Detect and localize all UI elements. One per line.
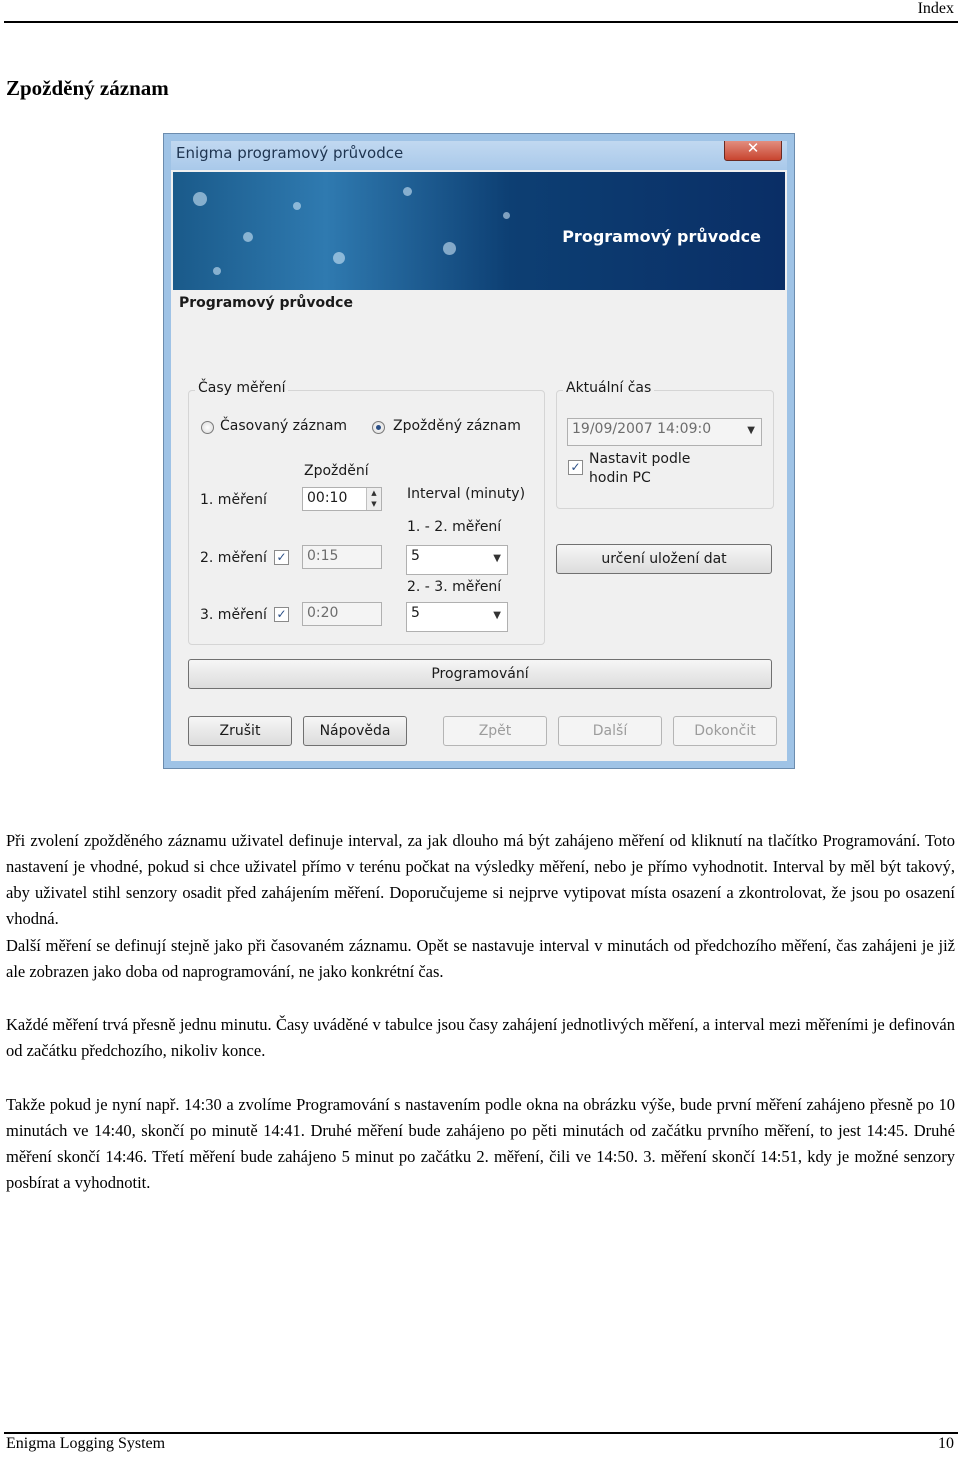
- radio-casovany[interactable]: [201, 421, 214, 434]
- radio-zpozdeny-label: Zpožděný záznam: [393, 418, 521, 434]
- interval-12-value: 5: [411, 548, 420, 564]
- spinner-icon[interactable]: ▲ ▼: [366, 488, 381, 510]
- dialog-body: [173, 290, 785, 759]
- programming-button[interactable]: Programování: [188, 659, 772, 689]
- wizard-heading: Programový průvodce: [179, 295, 353, 311]
- header-index-label: Index: [917, 0, 954, 17]
- radio-casovany-label: Časovaný záznam: [220, 418, 348, 434]
- close-icon[interactable]: ✕: [724, 137, 782, 161]
- mereni-3-label: 3. měření: [200, 607, 267, 623]
- header-rule: [4, 21, 958, 23]
- mereni-1-label: 1. měření: [200, 492, 267, 508]
- dialog-titlebar: [164, 134, 794, 170]
- bubble-decoration: [403, 187, 412, 196]
- footer-rule: [4, 1432, 958, 1434]
- paragraph-4: Takže pokud je nyní např. 14:30 a zvolíme Programování s nastavením podle okna na obrázku výše, bude první měření zahájeno přesně po 10 minutách ve 14:40, skončí po minutě 14:41. Druhé měření bude zahájeno po pěti minutách od začátku prvního měření, to jest 14:45. Druhé měření skončí 14:46. Třetí měření bude zahájeno 5 minut po začátku 2. měření, čili ve 14:50. 3. měření skončí 14:51, kdy je možné senzory posbírat a vyhodnotit.: [6, 1095, 955, 1192]
- groupbox-casy-mereni: [188, 380, 545, 645]
- mereni-3-value: 0:20: [307, 605, 339, 621]
- bubble-decoration: [333, 252, 345, 264]
- mereni-3-field[interactable]: [302, 602, 382, 626]
- sync-pc-clock-label-2: hodin PC: [589, 470, 651, 486]
- sync-pc-clock-checkbox[interactable]: ✓: [568, 460, 583, 475]
- paragraph-2: Další měření se definují stejně jako při časovaném záznamu. Opět se nastavuje interval v minutách od předchozího měření, čas zahájeni je již ale zobrazen jako doba od naprogramování, ne jako konkrétní čas.: [6, 936, 955, 981]
- chevron-down-icon: ▼: [493, 610, 501, 621]
- groupbox-aktualni-cas: [556, 380, 774, 509]
- sync-pc-clock-label-1: Nastavit podle: [589, 451, 691, 467]
- interval-12-combo[interactable]: [406, 545, 508, 575]
- finish-button[interactable]: Dokončit: [673, 716, 777, 746]
- chevron-down-icon: ▼: [747, 425, 755, 436]
- mereni-2-value: 0:15: [307, 548, 339, 564]
- radio-zpozdeny[interactable]: [372, 421, 385, 434]
- dialog-banner-image: [173, 172, 785, 290]
- interval-12-label: 1. - 2. měření: [407, 519, 502, 535]
- interval-23-combo[interactable]: [406, 602, 508, 632]
- bubble-decoration: [213, 267, 221, 275]
- datetime-value: 19/09/2007 14:09:0: [572, 421, 712, 437]
- interval-label: Interval (minuty): [407, 486, 526, 502]
- next-button[interactable]: Další: [558, 716, 662, 746]
- help-button[interactable]: Nápověda: [303, 716, 407, 746]
- mereni-3-checkbox[interactable]: ✓: [274, 607, 289, 622]
- paragraph-3: Každé měření trvá přesně jednu minutu. Časy uváděné v tabulce jsou časy zahájení jednotlivých měření, a interval mezi měřeními je definován od začátku předchozího, nikoliv konce.: [6, 1015, 955, 1060]
- mereni-2-checkbox[interactable]: ✓: [274, 550, 289, 565]
- bubble-decoration: [503, 212, 510, 219]
- footer-product-name: Enigma Logging System: [6, 1435, 166, 1452]
- banner-title: Programový průvodce: [562, 227, 761, 246]
- page-title: Zpožděný záznam: [6, 76, 169, 100]
- mereni-1-value: 00:10: [307, 490, 348, 506]
- dialog-title: Enigma programový průvodce: [176, 144, 404, 162]
- bubble-decoration: [293, 202, 301, 210]
- cancel-button[interactable]: Zrušit: [188, 716, 292, 746]
- group-label-cas: Aktuální čas: [563, 380, 654, 396]
- datetime-picker[interactable]: [567, 418, 762, 446]
- footer-page-number: 10: [938, 1435, 954, 1452]
- bubble-decoration: [443, 242, 456, 255]
- group-label-casy: Časy měření: [195, 380, 288, 396]
- interval-23-label: 2. - 3. měření: [407, 579, 502, 595]
- wizard-dialog-screenshot: [163, 133, 795, 769]
- interval-23-value: 5: [411, 605, 420, 621]
- mereni-2-field[interactable]: [302, 545, 382, 569]
- bubble-decoration: [193, 192, 207, 206]
- data-storage-button[interactable]: určení uložení dat: [556, 544, 772, 574]
- back-button[interactable]: Zpět: [443, 716, 547, 746]
- zpozdeni-label: Zpoždění: [304, 463, 369, 479]
- mereni-1-stepper[interactable]: [302, 487, 382, 511]
- bubble-decoration: [243, 232, 253, 242]
- mereni-2-label: 2. měření: [200, 550, 267, 566]
- chevron-down-icon: ▼: [493, 553, 501, 564]
- paragraph-1: Při zvolení zpožděného záznamu uživatel definuje interval, za jak dlouho má být zahájeno měření od kliknutí na tlačítko Programování. Toto nastavení je vhodné, pokud si chce uživatel přímo v terénu počkat na výsledky měření, nebo je přímo vyhodnotit. Interval by měl být takový, aby uživatel stihl senzory osadit před zahájením měření. Doporučujeme si nejprve vytipovat místa osazení a zkontrolovat, že jsou po osazení vhodná.: [6, 831, 955, 928]
